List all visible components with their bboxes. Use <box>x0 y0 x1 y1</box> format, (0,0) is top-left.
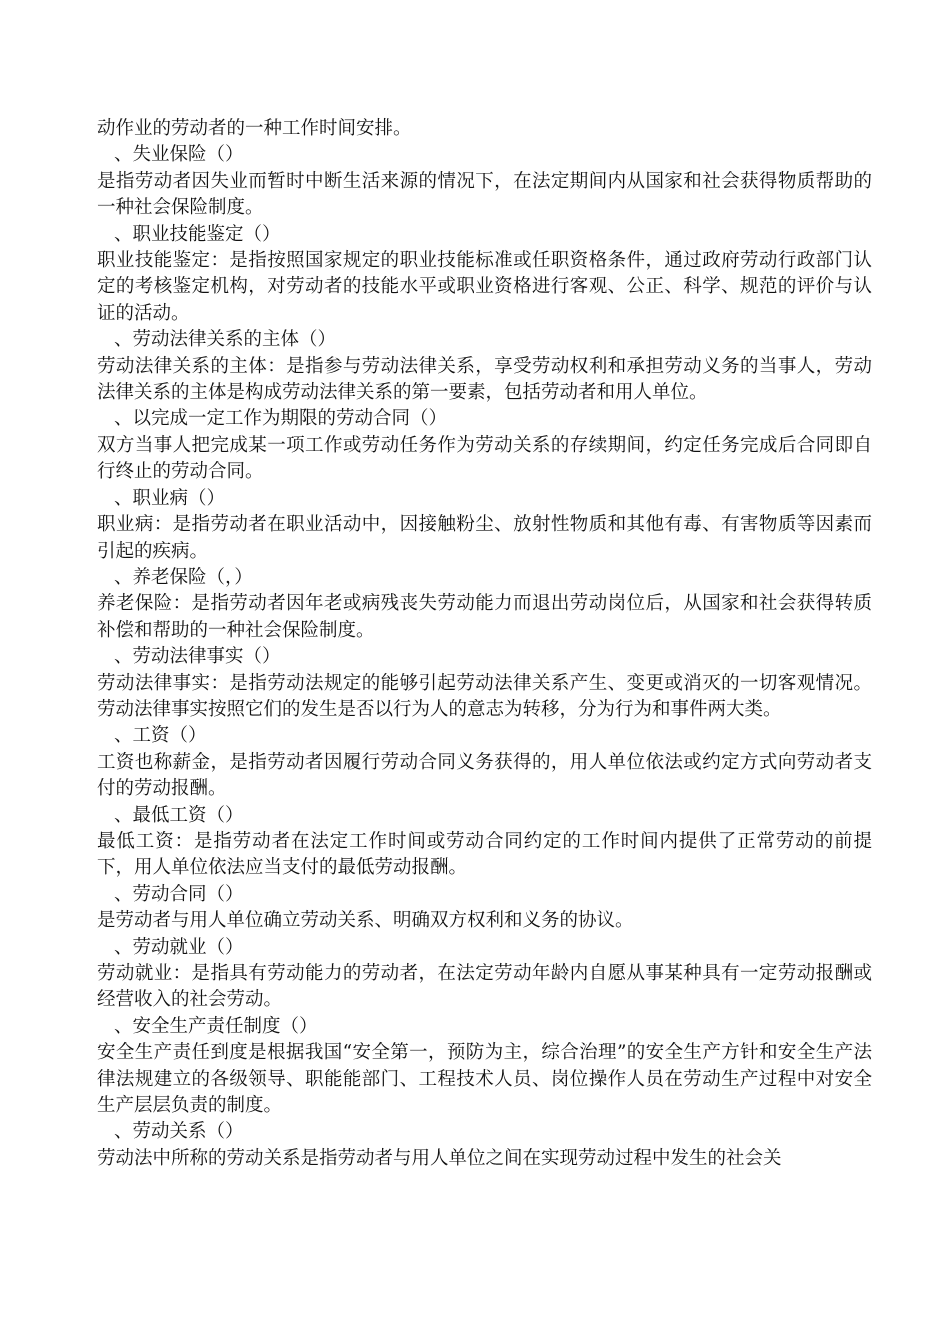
entry-unemployment-insurance <box>97 142 872 221</box>
term-heading: 、劳动就业（） <box>114 936 244 958</box>
term-heading: 、以完成一定工作为期限的劳动合同（） <box>114 408 448 430</box>
term-definition: 劳动就业：是指具有劳动能力的劳动者，在法定劳动年龄内自愿从事某种具有一定劳动报酬或经营收入的社会劳动。 <box>97 963 872 1011</box>
term-definition: 职业技能鉴定：是指按照国家规定的职业技能标准或任职资格条件，通过政府劳动行政部门认定的考核鉴定机构，对劳动者的技能水平或职业资格进行客观、公正、科学、规范的评价与认证的活动。 <box>97 250 872 324</box>
term-heading: 、职业病（） <box>114 487 226 509</box>
entry-labor-legal-relation-subject <box>97 327 872 406</box>
term-heading: 、职业技能鉴定（） <box>114 223 281 245</box>
term-definition: 养老保险：是指劳动者因年老或病残丧失劳动能力而退出劳动岗位后，从国家和社会获得转质补偿和帮助的一种社会保险制度。 <box>97 593 872 641</box>
term-heading: 、劳动关系（） <box>114 1121 244 1143</box>
term-definition: 劳动法律关系的主体：是指参与劳动法律关系，享受劳动权利和承担劳动义务的当事人，劳动法律关系的主体是构成劳动法律关系的第一要素，包括劳动者和用人单位。 <box>97 355 872 404</box>
term-definition: 双方当事人把完成某一项工作或劳动任务作为劳动关系的存续期间，约定任务完成后合同即自行终止的劳动合同。 <box>97 434 872 483</box>
term-heading: 、劳动法律关系的主体（） <box>114 329 337 351</box>
term-definition: 安全生产责任到度是根据我国“安全第一，预防为主，综合治理”的安全生产方针和安全生产法律法规建立的各级领导、职能能部门、工程技术人员、岗位操作人员在劳动生产过程中对安全生产层层负责的制度。 <box>97 1042 872 1117</box>
term-definition: 是劳动者与用人单位确立劳动关系、明确双方权利和义务的协议。 <box>97 910 634 932</box>
term-definition: 工资也称薪金，是指劳动者因履行劳动合同义务获得的，用人单位依法或约定方式向劳动者支付的劳动报酬。 <box>97 751 872 800</box>
term-definition: 劳动法中所称的劳动关系是指劳动者与用人单位之间在实现劳动过程中发生的社会关 <box>97 1147 782 1169</box>
term-heading: 、劳动合同（） <box>114 883 244 905</box>
entry-employment <box>97 935 872 1014</box>
term-heading: 、最低工资（） <box>114 804 244 826</box>
entry-labor-contract <box>97 882 872 935</box>
entry-labor-relations <box>97 1119 872 1172</box>
term-heading: 、工资（） <box>114 725 207 747</box>
entry-labor-legal-fact <box>97 644 872 723</box>
entry-wages <box>97 723 872 802</box>
entry-safety-responsibility-system <box>97 1014 872 1120</box>
entry-vocational-skill-appraisal <box>97 222 872 328</box>
entry-occupational-disease <box>97 486 872 565</box>
term-heading: 、安全生产责任制度（） <box>114 1015 318 1037</box>
document-body <box>97 116 872 1172</box>
term-definition: 职业病：是指劳动者在职业活动中，因接触粉尘、放射性物质和其他有毒、有害物质等因素而引起的疾病。 <box>97 514 872 562</box>
term-definition: 是指劳动者因失业而暂时中断生活来源的情况下，在法定期间内从国家和社会获得物质帮助的一种社会保险制度。 <box>97 170 872 219</box>
entry-minimum-wage <box>97 803 872 882</box>
lead-paragraph: 动作业的劳动者的一种工作时间安排。 <box>97 118 412 139</box>
term-definition: 最低工资：是指劳动者在法定工作时间或劳动合同约定的工作时间内提供了正常劳动的前提下，用人单位依法应当支付的最低劳动报酬。 <box>97 830 872 879</box>
term-heading: 、养老保险（，） <box>114 566 253 588</box>
entry-pension-insurance <box>97 565 872 644</box>
term-definition: 劳动法律事实：是指劳动法规定的能够引起劳动法律关系产生、变更或消灭的一切客观情况。劳动法律事实按照它们的发生是否以行为人的意志为转移，分为行为和事件两大类。 <box>97 672 872 720</box>
entry-task-based-labor-contract <box>97 406 872 485</box>
term-heading: 、劳动法律事实（） <box>114 646 281 668</box>
term-heading: 、失业保险（） <box>114 144 244 166</box>
